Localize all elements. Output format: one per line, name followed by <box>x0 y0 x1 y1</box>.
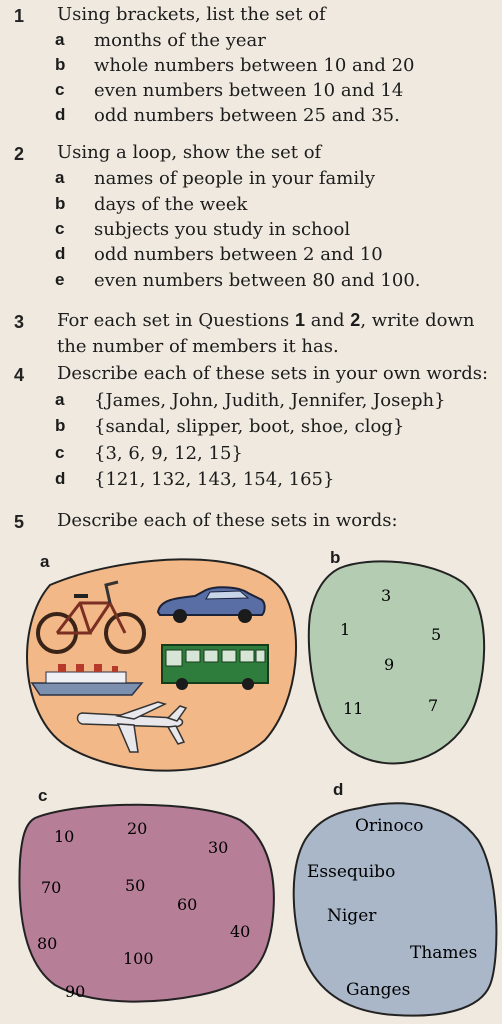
item-letter: c <box>55 443 65 462</box>
question-text: Using a loop, show the set of <box>57 142 322 163</box>
question-text-line-2: the number of members it has. <box>57 336 339 357</box>
question-text: Using brackets, list the set of <box>57 4 326 25</box>
set-c-member: 90 <box>65 982 86 1001</box>
set-b-member: 3 <box>381 586 392 605</box>
item-letter: e <box>55 270 65 289</box>
item-letter: c <box>55 219 65 238</box>
question-text-mid: and <box>305 310 351 331</box>
question-ref-1: 1 <box>294 310 305 330</box>
question-number: 2 <box>14 144 25 164</box>
set-b-member: 5 <box>431 625 442 644</box>
question-ref-2: 2 <box>350 310 361 330</box>
question-number: 5 <box>14 512 25 532</box>
item-letter: d <box>55 105 66 124</box>
item-text: names of people in your family <box>94 168 376 189</box>
item-letter: b <box>55 416 66 435</box>
set-d-label: d <box>333 780 344 799</box>
set-b-member: 1 <box>340 620 351 639</box>
set-c-member: 70 <box>41 878 62 897</box>
set-d-member: Ganges <box>346 980 411 1000</box>
item-text: odd numbers between 2 and 10 <box>94 244 383 265</box>
item-letter: b <box>55 55 66 74</box>
question-text: Describe each of these sets in words: <box>57 510 398 531</box>
set-d-member: Niger <box>327 906 377 926</box>
item-letter: c <box>55 80 65 99</box>
set-a-label: a <box>40 552 50 571</box>
item-text: {121, 132, 143, 154, 165} <box>94 469 335 490</box>
item-text: {sandal, slipper, boot, shoe, clog} <box>94 416 405 437</box>
set-c-member: 60 <box>177 895 198 914</box>
set-d-member: Orinoco <box>355 816 424 836</box>
item-text: subjects you study in school <box>94 219 351 240</box>
question-text-end: , write down <box>360 310 475 331</box>
item-text: odd numbers between 25 and 35. <box>94 105 400 126</box>
set-d-member: Essequibo <box>307 862 396 882</box>
item-letter: d <box>55 469 66 488</box>
set-c-diagram <box>19 805 273 1002</box>
set-b-member: 7 <box>428 696 439 715</box>
item-text: {James, John, Judith, Jennifer, Joseph} <box>94 390 446 411</box>
set-b-label: b <box>330 548 341 567</box>
set-a-diagram <box>27 559 296 770</box>
set-b-loop <box>309 561 484 763</box>
item-text: whole numbers between 10 and 20 <box>94 55 415 76</box>
item-letter: a <box>55 30 65 49</box>
item-letter: b <box>55 194 66 213</box>
question-number: 4 <box>14 365 25 385</box>
set-c-member: 30 <box>208 838 229 857</box>
item-text: even numbers between 10 and 14 <box>94 80 404 101</box>
set-c-member: 100 <box>123 949 154 968</box>
question-text-start: For each set in Questions <box>57 310 295 331</box>
set-d-member: Thames <box>410 943 478 963</box>
item-text: even numbers between 80 and 100. <box>94 270 421 291</box>
question-text: Describe each of these sets in your own words: <box>57 363 489 384</box>
question-number: 3 <box>14 312 25 332</box>
item-text: days of the week <box>94 194 248 215</box>
set-c-member: 20 <box>127 819 148 838</box>
set-d-diagram <box>294 803 497 1015</box>
item-letter: a <box>55 390 65 409</box>
set-c-member: 50 <box>125 876 146 895</box>
bus-icon <box>162 645 268 690</box>
set-b-member: 9 <box>384 655 395 674</box>
item-letter: d <box>55 244 66 263</box>
item-text: {3, 6, 9, 12, 15} <box>94 443 243 464</box>
question-number: 1 <box>14 6 25 26</box>
item-letter: a <box>55 168 65 187</box>
set-c-label: c <box>38 786 48 805</box>
item-text: months of the year <box>94 30 266 51</box>
set-b-diagram <box>309 561 484 763</box>
set-c-member: 40 <box>230 922 251 941</box>
set-c-member: 10 <box>54 827 75 846</box>
set-c-member: 80 <box>37 934 58 953</box>
set-b-member: 11 <box>343 699 364 718</box>
